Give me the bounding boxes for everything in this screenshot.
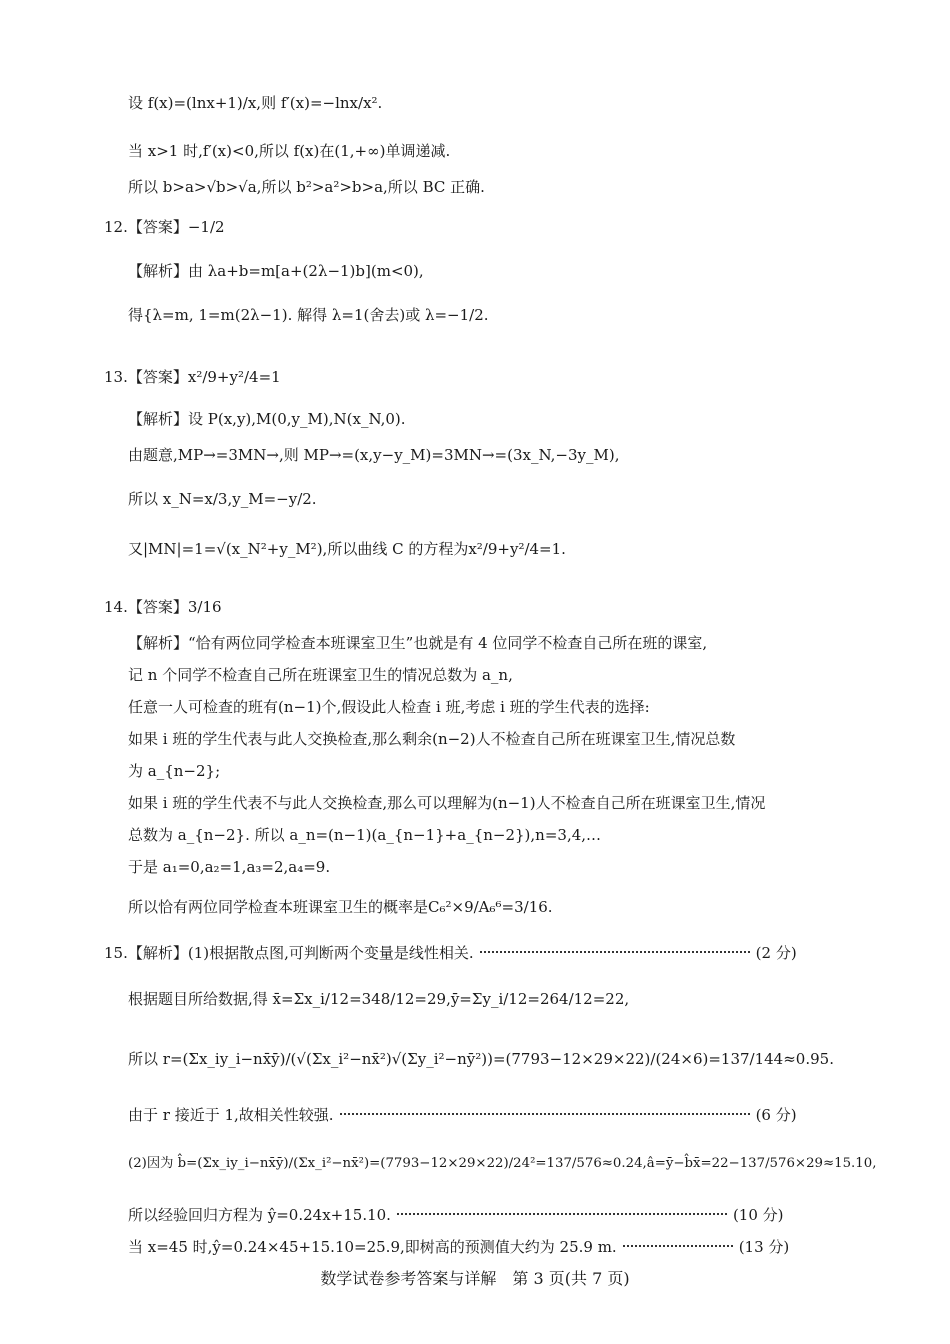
text-line: (2)因为 b̂=(Σx_iy_i−nx̄ȳ)/(Σx_i²−nx̄²)=(7793−12×29×22)/24²=137/576≈0.24,â=ȳ−b̂x̄=22−137/576×29≈15.10, xyxy=(128,1156,877,1171)
text-line: 任意一人可检查的班有(n−1)个,假设此人检查 i 班,考虑 i 班的学生代表的选择: xyxy=(128,698,650,716)
text-line: 由于 r 接近于 1,故相关性较强. (6 分) xyxy=(128,1106,797,1124)
score-label: (6 分) xyxy=(755,1106,797,1124)
text-line: 如果 i 班的学生代表不与此人交换检查,那么可以理解为(n−1)人不检查自己所在班课室卫生,情况 xyxy=(128,794,766,812)
text-line: 【解析】“恰有两位同学检查本班课室卫生”也就是有 4 位同学不检查自己所在班的课室, xyxy=(128,634,708,652)
text-line: 【解析】由 λa+b=m[a+(2λ−1)b](m<0), xyxy=(128,262,424,280)
text-line: 所以经验回归方程为 ŷ=0.24x+15.10. (10 分) xyxy=(128,1206,784,1224)
answer-heading: 12.【答案】−1/2 xyxy=(104,218,225,236)
score-label: (2 分) xyxy=(755,944,797,962)
text-line: 所以恰有两位同学检查本班课室卫生的概率是C₆²×9/A₆⁶=3/16. xyxy=(128,898,553,916)
text-line: 为 a_{n−2}; xyxy=(128,762,221,780)
score-label: (13 分) xyxy=(738,1238,790,1256)
text-line: 设 f(x)=(lnx+1)/x,则 f′(x)=−lnx/x². xyxy=(128,94,383,112)
solution-heading: 15.【解析】(1)根据散点图,可判断两个变量是线性相关. (2 分) xyxy=(104,944,797,962)
text-line: 所以 x_N=x/3,y_M=−y/2. xyxy=(128,490,317,508)
text-line: 得{λ=m, 1=m(2λ−1). 解得 λ=1(舍去)或 λ=−1/2. xyxy=(128,306,489,324)
page-footer: 数学试卷参考答案与详解 第 3 页(共 7 页) xyxy=(320,1269,630,1288)
text-line: 记 n 个同学不检查自己所在班课室卫生的情况总数为 a_n, xyxy=(128,666,513,684)
answer-heading: 14.【答案】3/16 xyxy=(104,598,222,616)
text-line: 又|MN|=1=√(x_N²+y_M²),所以曲线 C 的方程为x²/9+y²/4=1. xyxy=(128,540,566,558)
text-line: 于是 a₁=0,a₂=1,a₃=2,a₄=9. xyxy=(128,858,331,876)
text-line: 总数为 a_{n−2}. 所以 a_n=(n−1)(a_{n−1}+a_{n−2}),n=3,4,… xyxy=(128,826,602,844)
answer-heading: 13.【答案】x²/9+y²/4=1 xyxy=(104,368,281,386)
text-line: 当 x=45 时,ŷ=0.24×45+15.10=25.9,即树高的预测值大约为 25.9 m. (13 分) xyxy=(128,1238,790,1256)
text-line: 当 x>1 时,f′(x)<0,所以 f(x)在(1,+∞)单调递减. xyxy=(128,142,451,160)
text-line: 如果 i 班的学生代表与此人交换检查,那么剩余(n−2)人不检查自己所在班课室卫生,情况总数 xyxy=(128,730,736,748)
text-line: 由题意,MP→=3MN→,则 MP→=(x,y−y_M)=3MN→=(3x_N,−3y_M), xyxy=(128,446,620,464)
text-line: 【解析】设 P(x,y),M(0,y_M),N(x_N,0). xyxy=(128,410,406,428)
text-line: 所以 r=(Σx_iy_i−nx̄ȳ)/(√(Σx_i²−nx̄²)√(Σy_i²−nȳ²))=(7793−12×29×22)/(24×6)=137/144≈0.95. xyxy=(128,1050,834,1068)
text-line: 所以 b>a>√b>√a,所以 b²>a²>b>a,所以 BC 正确. xyxy=(128,178,485,196)
text-line: 根据题目所给数据,得 x̄=Σx_i/12=348/12=29,ȳ=Σy_i/12=264/12=22, xyxy=(128,990,630,1008)
score-label: (10 分) xyxy=(732,1206,784,1224)
